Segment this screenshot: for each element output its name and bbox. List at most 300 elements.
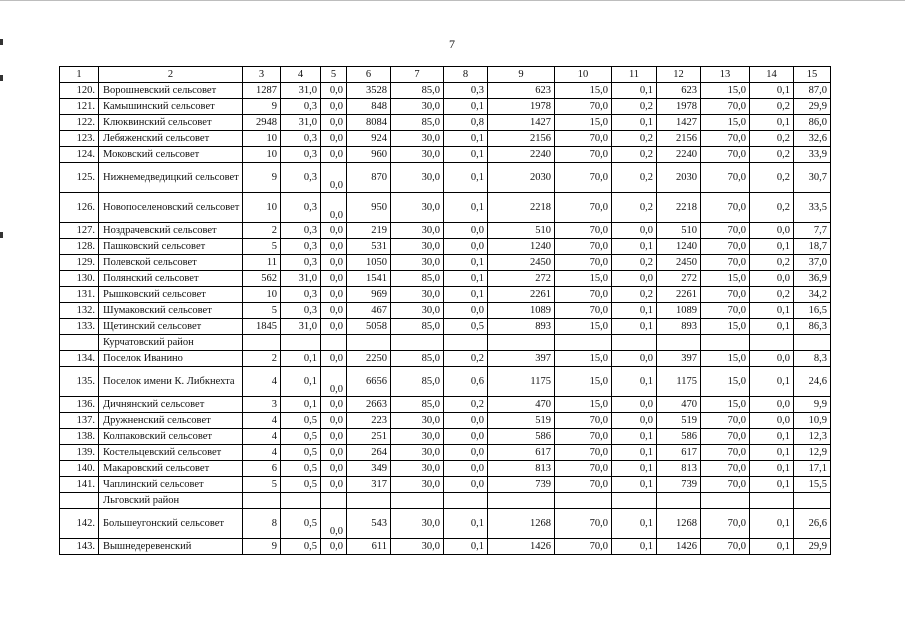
- row-number: 143.: [60, 539, 99, 555]
- table-cell: 0,0: [750, 271, 794, 287]
- column-header: 15: [794, 67, 831, 83]
- table-cell: [444, 335, 488, 351]
- table-cell: 9: [243, 163, 281, 193]
- table-cell: [701, 493, 750, 509]
- table-row: [60, 99, 831, 115]
- table-cell: 0,2: [612, 255, 657, 271]
- table-cell: [391, 493, 444, 509]
- table-cell: 33,5: [794, 193, 831, 223]
- table-cell: 0,2: [612, 287, 657, 303]
- row-number: 131.: [60, 287, 99, 303]
- table-cell: 70,0: [555, 429, 612, 445]
- table-cell: 0,2: [750, 255, 794, 271]
- table-cell: [60, 493, 99, 509]
- table-cell: 0,3: [281, 147, 321, 163]
- table-cell: 251: [347, 429, 391, 445]
- table-cell: 4: [243, 445, 281, 461]
- table-cell: 0,0: [612, 397, 657, 413]
- table-cell: 2261: [657, 287, 701, 303]
- table-cell: 85,0: [391, 397, 444, 413]
- table-cell: 0,1: [750, 367, 794, 397]
- table-cell: 2663: [347, 397, 391, 413]
- table-cell: 1089: [488, 303, 555, 319]
- table-cell: 16,5: [794, 303, 831, 319]
- table-cell: 10: [243, 287, 281, 303]
- table-cell: 0,1: [750, 83, 794, 99]
- table-cell: 924: [347, 131, 391, 147]
- table-cell: 0,0: [321, 413, 347, 429]
- table-cell: 0,1: [444, 99, 488, 115]
- table-cell: 510: [657, 223, 701, 239]
- table-cell: 397: [657, 351, 701, 367]
- table-cell: 30,0: [391, 193, 444, 223]
- table-cell: 33,9: [794, 147, 831, 163]
- table-row: [60, 539, 831, 555]
- table-cell: 70,0: [701, 131, 750, 147]
- table-row: [60, 429, 831, 445]
- table-cell: 950: [347, 193, 391, 223]
- table-cell: 1978: [488, 99, 555, 115]
- table-cell: 0,1: [612, 239, 657, 255]
- table-cell: 30,7: [794, 163, 831, 193]
- municipality-name: Колпаковский сельсовет: [99, 429, 243, 445]
- table-cell: 70,0: [701, 539, 750, 555]
- table-cell: 37,0: [794, 255, 831, 271]
- table-cell: [321, 335, 347, 351]
- table-cell: 0,3: [444, 83, 488, 99]
- table-cell: 4: [243, 367, 281, 397]
- table-cell: 0,1: [612, 367, 657, 397]
- table-cell: 470: [488, 397, 555, 413]
- table-cell: 0,3: [281, 223, 321, 239]
- table-cell: 272: [657, 271, 701, 287]
- table-cell: 15,0: [555, 351, 612, 367]
- table-cell: 70,0: [555, 477, 612, 493]
- table-cell: [281, 335, 321, 351]
- table-cell: 1268: [488, 509, 555, 539]
- table-cell: 470: [657, 397, 701, 413]
- table-cell: 0,2: [750, 147, 794, 163]
- table-row: [60, 367, 831, 397]
- table-cell: 30,0: [391, 445, 444, 461]
- row-number: 129.: [60, 255, 99, 271]
- row-number: 134.: [60, 351, 99, 367]
- table-cell: 0,1: [750, 539, 794, 555]
- table-cell: 70,0: [701, 287, 750, 303]
- table-cell: 11: [243, 255, 281, 271]
- table-cell: 86,3: [794, 319, 831, 335]
- table-cell: 15,0: [555, 397, 612, 413]
- row-number: 127.: [60, 223, 99, 239]
- table-cell: [555, 493, 612, 509]
- municipality-name: Вышнедеревенский: [99, 539, 243, 555]
- table-cell: 0,5: [281, 445, 321, 461]
- table-cell: 0,0: [321, 319, 347, 335]
- row-number: 139.: [60, 445, 99, 461]
- table-cell: 1089: [657, 303, 701, 319]
- table-cell: 0,1: [750, 319, 794, 335]
- table-cell: 70,0: [555, 509, 612, 539]
- row-number: 125.: [60, 163, 99, 193]
- table-cell: 0,1: [750, 303, 794, 319]
- table-cell: 0,0: [612, 351, 657, 367]
- table-cell: [612, 493, 657, 509]
- table-cell: 70,0: [701, 147, 750, 163]
- table-row: [60, 445, 831, 461]
- table-cell: 1050: [347, 255, 391, 271]
- table-cell: 5: [243, 303, 281, 319]
- table-cell: 15,0: [701, 319, 750, 335]
- table-cell: 739: [488, 477, 555, 493]
- municipality-name: Поселок Иванино: [99, 351, 243, 367]
- data-table: [59, 66, 831, 555]
- table-cell: 1426: [657, 539, 701, 555]
- table-cell: 2: [243, 223, 281, 239]
- table-cell: 562: [243, 271, 281, 287]
- table-cell: 30,0: [391, 413, 444, 429]
- table-cell: 0,1: [444, 131, 488, 147]
- table-cell: 30,0: [391, 147, 444, 163]
- table-cell: 0,5: [281, 477, 321, 493]
- table-cell: 85,0: [391, 115, 444, 131]
- table-cell: 0,0: [321, 255, 347, 271]
- table-cell: 264: [347, 445, 391, 461]
- table-cell: 0,1: [612, 303, 657, 319]
- table-cell: 12,9: [794, 445, 831, 461]
- table-cell: 0,0: [321, 223, 347, 239]
- table-cell: 0,2: [444, 397, 488, 413]
- table-cell: 893: [488, 319, 555, 335]
- table-cell: 15,0: [701, 115, 750, 131]
- table-cell: 893: [657, 319, 701, 335]
- table-cell: 30,0: [391, 509, 444, 539]
- table-cell: 0,0: [612, 413, 657, 429]
- table-cell: 870: [347, 163, 391, 193]
- table-cell: 0,0: [750, 413, 794, 429]
- table-cell: 510: [488, 223, 555, 239]
- table-cell: 0,1: [281, 351, 321, 367]
- header-row: [60, 67, 831, 83]
- section-row: [60, 335, 831, 351]
- table-cell: 15,0: [701, 83, 750, 99]
- binding-mark: [0, 232, 3, 238]
- table-cell: 969: [347, 287, 391, 303]
- table-row: [60, 303, 831, 319]
- table-cell: 0,5: [281, 539, 321, 555]
- row-number: 135.: [60, 367, 99, 397]
- table-cell: 543: [347, 509, 391, 539]
- table-cell: 0,1: [612, 445, 657, 461]
- row-number: 141.: [60, 477, 99, 493]
- table-cell: 10,9: [794, 413, 831, 429]
- table-cell: 5: [243, 239, 281, 255]
- table-cell: 0,0: [444, 445, 488, 461]
- table-cell: 0,1: [444, 147, 488, 163]
- table-cell: 70,0: [555, 461, 612, 477]
- table-cell: 0,5: [281, 461, 321, 477]
- row-number: 136.: [60, 397, 99, 413]
- table-cell: 813: [657, 461, 701, 477]
- table-cell: 0,2: [750, 163, 794, 193]
- table-cell: 30,0: [391, 429, 444, 445]
- table-cell: 2218: [657, 193, 701, 223]
- table-cell: 18,7: [794, 239, 831, 255]
- table-cell: 10: [243, 131, 281, 147]
- table-cell: 0,1: [444, 163, 488, 193]
- table-cell: 0,2: [612, 163, 657, 193]
- table-cell: 0,0: [321, 239, 347, 255]
- table-cell: 0,0: [321, 367, 347, 397]
- table-cell: 30,0: [391, 223, 444, 239]
- table-cell: 3528: [347, 83, 391, 99]
- section-label: Курчатовский район: [99, 335, 243, 351]
- table-cell: 34,2: [794, 287, 831, 303]
- table-cell: 1845: [243, 319, 281, 335]
- table-row: [60, 239, 831, 255]
- table-cell: 70,0: [555, 255, 612, 271]
- table-cell: 0,5: [281, 413, 321, 429]
- table-cell: 4: [243, 413, 281, 429]
- table-cell: 6: [243, 461, 281, 477]
- table-cell: 0,0: [612, 223, 657, 239]
- table-row: [60, 287, 831, 303]
- table-cell: 0,1: [444, 539, 488, 555]
- table-cell: 0,1: [750, 115, 794, 131]
- table-cell: 0,0: [750, 223, 794, 239]
- table-cell: 2261: [488, 287, 555, 303]
- table-cell: 70,0: [701, 445, 750, 461]
- table-cell: 70,0: [701, 461, 750, 477]
- table-cell: 2240: [488, 147, 555, 163]
- column-header: 11: [612, 67, 657, 83]
- table-cell: 30,0: [391, 461, 444, 477]
- table-cell: 0,2: [750, 193, 794, 223]
- row-number: 124.: [60, 147, 99, 163]
- table-cell: 2250: [347, 351, 391, 367]
- table-cell: [243, 493, 281, 509]
- table-cell: 0,0: [444, 477, 488, 493]
- table-cell: 0,1: [612, 539, 657, 555]
- table-cell: 223: [347, 413, 391, 429]
- municipality-name: Щетинский сельсовет: [99, 319, 243, 335]
- row-number: 130.: [60, 271, 99, 287]
- table-cell: 0,1: [444, 271, 488, 287]
- table-cell: 15,0: [555, 271, 612, 287]
- table-cell: 623: [657, 83, 701, 99]
- table-cell: 15,0: [701, 367, 750, 397]
- table-cell: 0,0: [321, 131, 347, 147]
- table-cell: 9,9: [794, 397, 831, 413]
- table-cell: 70,0: [701, 477, 750, 493]
- table-cell: 85,0: [391, 83, 444, 99]
- table-cell: 70,0: [555, 163, 612, 193]
- table-cell: 87,0: [794, 83, 831, 99]
- column-header: 12: [657, 67, 701, 83]
- table-cell: 2948: [243, 115, 281, 131]
- table-cell: [488, 335, 555, 351]
- section-label: Льговский район: [99, 493, 243, 509]
- table-cell: 0,5: [444, 319, 488, 335]
- table-cell: 0,2: [612, 147, 657, 163]
- table-cell: 739: [657, 477, 701, 493]
- table-cell: 8084: [347, 115, 391, 131]
- row-number: 123.: [60, 131, 99, 147]
- table-cell: [281, 493, 321, 509]
- municipality-name: Дичнянский сельсовет: [99, 397, 243, 413]
- table-cell: 0,1: [612, 429, 657, 445]
- table-cell: 0,2: [750, 287, 794, 303]
- table-cell: [488, 493, 555, 509]
- table-cell: [391, 335, 444, 351]
- table-cell: 0,0: [321, 539, 347, 555]
- table-cell: 24,6: [794, 367, 831, 397]
- table-cell: 70,0: [555, 239, 612, 255]
- table-cell: 15,0: [701, 271, 750, 287]
- table-cell: [657, 335, 701, 351]
- row-number: 137.: [60, 413, 99, 429]
- table-cell: 623: [488, 83, 555, 99]
- table-cell: 5: [243, 477, 281, 493]
- table-cell: 0,3: [281, 255, 321, 271]
- table-cell: 70,0: [701, 163, 750, 193]
- table-row: [60, 255, 831, 271]
- table-cell: 36,9: [794, 271, 831, 287]
- table-cell: 0,1: [444, 509, 488, 539]
- table-cell: 2: [243, 351, 281, 367]
- table-cell: 1240: [657, 239, 701, 255]
- table-row: [60, 163, 831, 193]
- table-cell: 70,0: [701, 429, 750, 445]
- table-cell: [794, 335, 831, 351]
- table-cell: 0,0: [444, 429, 488, 445]
- table-cell: 31,0: [281, 319, 321, 335]
- table-row: [60, 83, 831, 99]
- table-cell: 31,0: [281, 83, 321, 99]
- table-cell: 30,0: [391, 239, 444, 255]
- column-header: 4: [281, 67, 321, 83]
- table-cell: [794, 493, 831, 509]
- table-cell: 0,3: [281, 239, 321, 255]
- table-cell: 70,0: [701, 509, 750, 539]
- table-cell: 32,6: [794, 131, 831, 147]
- table-cell: 0,1: [750, 429, 794, 445]
- table-cell: 70,0: [555, 287, 612, 303]
- municipality-name: Чаплинский сельсовет: [99, 477, 243, 493]
- table-cell: 0,3: [281, 303, 321, 319]
- table-cell: 70,0: [555, 193, 612, 223]
- table-row: [60, 223, 831, 239]
- table-cell: 1541: [347, 271, 391, 287]
- table-cell: 30,0: [391, 477, 444, 493]
- table-row: [60, 115, 831, 131]
- table-cell: 0,0: [321, 163, 347, 193]
- table-cell: 12,3: [794, 429, 831, 445]
- table-cell: 0,0: [444, 303, 488, 319]
- table-cell: 0,1: [750, 461, 794, 477]
- table-cell: 70,0: [555, 223, 612, 239]
- row-number: 140.: [60, 461, 99, 477]
- municipality-name: Полянский сельсовет: [99, 271, 243, 287]
- table-row: [60, 397, 831, 413]
- table-cell: 0,0: [321, 193, 347, 223]
- municipality-name: Ворошневский сельсовет: [99, 83, 243, 99]
- table-cell: 30,0: [391, 131, 444, 147]
- table-cell: 960: [347, 147, 391, 163]
- table-cell: 10: [243, 147, 281, 163]
- table-cell: 70,0: [701, 99, 750, 115]
- table-cell: 0,1: [612, 477, 657, 493]
- table-cell: 617: [488, 445, 555, 461]
- row-number: 132.: [60, 303, 99, 319]
- table-cell: 0,2: [750, 131, 794, 147]
- column-header: 5: [321, 67, 347, 83]
- table-cell: 0,2: [750, 99, 794, 115]
- table-cell: 0,6: [444, 367, 488, 397]
- table-cell: 0,3: [281, 287, 321, 303]
- table-cell: 1175: [657, 367, 701, 397]
- table-cell: 5058: [347, 319, 391, 335]
- table-row: [60, 319, 831, 335]
- table-cell: 0,3: [281, 99, 321, 115]
- table-row: [60, 413, 831, 429]
- table-cell: 0,2: [444, 351, 488, 367]
- table-cell: 317: [347, 477, 391, 493]
- table-cell: 85,0: [391, 367, 444, 397]
- table-cell: 531: [347, 239, 391, 255]
- table-cell: 85,0: [391, 351, 444, 367]
- table-cell: 467: [347, 303, 391, 319]
- table-cell: 70,0: [555, 445, 612, 461]
- table-cell: 0,0: [321, 303, 347, 319]
- table-cell: 0,1: [750, 239, 794, 255]
- table-cell: 15,0: [701, 397, 750, 413]
- table-cell: 2218: [488, 193, 555, 223]
- column-header: 3: [243, 67, 281, 83]
- row-number: 138.: [60, 429, 99, 445]
- table-cell: 0,0: [444, 239, 488, 255]
- table-cell: 0,1: [750, 445, 794, 461]
- table-cell: 0,0: [321, 287, 347, 303]
- table-cell: 86,0: [794, 115, 831, 131]
- table-cell: 4: [243, 429, 281, 445]
- table-cell: 349: [347, 461, 391, 477]
- table-cell: [347, 493, 391, 509]
- table-cell: 0,0: [750, 351, 794, 367]
- table-cell: 31,0: [281, 115, 321, 131]
- table-cell: 30,0: [391, 163, 444, 193]
- table-cell: 2450: [657, 255, 701, 271]
- table-cell: 848: [347, 99, 391, 115]
- municipality-name: Лебяженский сельсовет: [99, 131, 243, 147]
- row-number: 126.: [60, 193, 99, 223]
- table-cell: 0,2: [612, 99, 657, 115]
- column-header: 2: [99, 67, 243, 83]
- table-cell: 586: [657, 429, 701, 445]
- table-row: [60, 131, 831, 147]
- column-header: 13: [701, 67, 750, 83]
- table-cell: 0,0: [444, 223, 488, 239]
- table-cell: 29,9: [794, 539, 831, 555]
- table-cell: [612, 335, 657, 351]
- table-cell: 15,0: [555, 319, 612, 335]
- table-cell: 0,1: [750, 509, 794, 539]
- table-cell: 586: [488, 429, 555, 445]
- binding-mark: [0, 75, 3, 81]
- table-cell: [750, 335, 794, 351]
- table-cell: 0,0: [321, 83, 347, 99]
- municipality-name: Новопоселеновский сельсовет: [99, 193, 243, 223]
- table-cell: [243, 335, 281, 351]
